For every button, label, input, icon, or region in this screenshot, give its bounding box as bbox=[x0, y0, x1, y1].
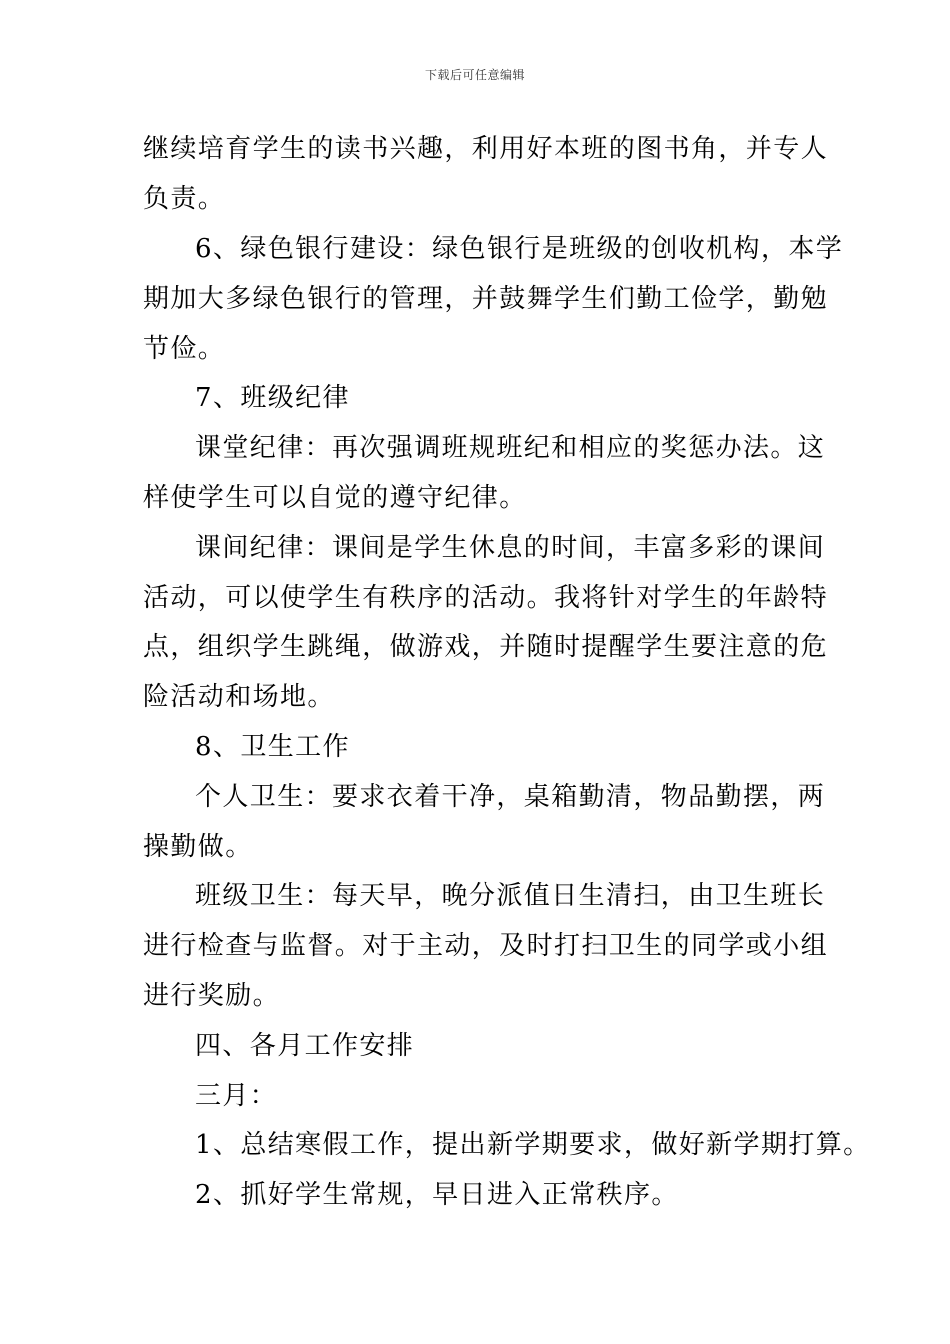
text-line: 课间纪律：课间是学生休息的时间，丰富多彩的课间 bbox=[195, 533, 826, 563]
text-line: 负责。 bbox=[143, 184, 226, 214]
text-line: 进行奖励。 bbox=[143, 981, 281, 1011]
text-line: 班级卫生：每天早，晚分派值日生清扫，由卫生班长 bbox=[195, 881, 826, 911]
text-line: 课堂纪律：再次强调班规班纪和相应的奖惩办法。这 bbox=[195, 433, 826, 463]
text-line: 继续培育学生的读书兴趣，利用好本班的图书角，并专人 bbox=[143, 134, 829, 164]
section-heading: 8、卫生工作 bbox=[195, 732, 350, 762]
section-heading: 四、各月工作安排 bbox=[195, 1031, 415, 1061]
text-line: 2、抓好学生常规，早日进入正常秩序。 bbox=[195, 1180, 679, 1210]
text-line: 三月： bbox=[195, 1081, 278, 1111]
text-line: 6、绿色银行建设：绿色银行是班级的创收机构，本学 bbox=[195, 234, 844, 264]
section-heading: 7、班级纪律 bbox=[195, 383, 350, 413]
text-line: 进行检查与监督。对于主动，及时打扫卫生的同学或小组 bbox=[143, 931, 829, 961]
page-header: 下载后可任意编辑 bbox=[424, 68, 525, 82]
text-line: 点，组织学生跳绳，做游戏，并随时提醒学生要注意的危 bbox=[143, 632, 829, 662]
text-line: 操勤做。 bbox=[143, 832, 253, 862]
text-line: 1、总结寒假工作，提出新学期要求，做好新学期打算。 bbox=[195, 1130, 871, 1160]
text-line: 期加大多绿色银行的管理，并鼓舞学生们勤工俭学，勤勉 bbox=[143, 284, 829, 314]
text-line: 个人卫生：要求衣着干净，桌箱勤清，物品勤摆，两 bbox=[195, 782, 826, 812]
text-line: 活动，可以使学生有秩序的活动。我将针对学生的年龄特 bbox=[143, 583, 829, 613]
text-line: 险活动和场地。 bbox=[143, 682, 335, 712]
text-line: 样使学生可以自觉的遵守纪律。 bbox=[143, 483, 527, 513]
text-line: 节俭。 bbox=[143, 334, 226, 364]
